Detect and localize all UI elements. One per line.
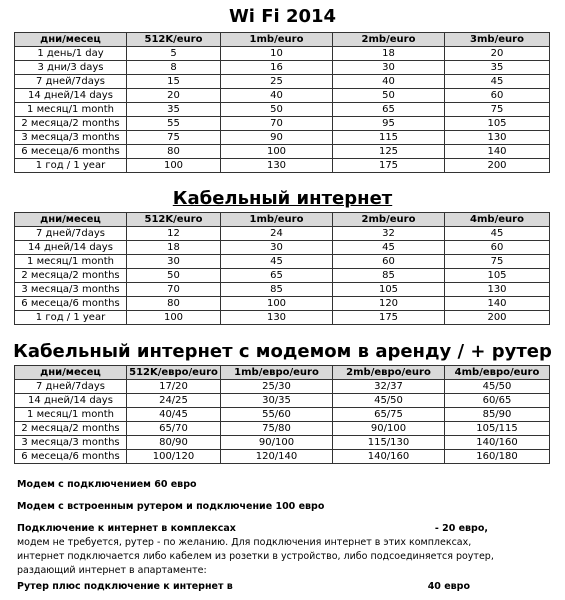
price-cell: 45/50 [333,394,445,408]
price-cell: 55 [127,117,221,131]
table-row [15,117,550,131]
period-cell: 2 месяца/2 months [15,269,127,283]
price-cell: 130 [221,311,333,325]
price-cell: 70 [127,283,221,297]
price-cell: 60 [333,255,445,269]
wifi-price-table [14,32,550,173]
period-cell: 3 месяца/3 months [15,436,127,450]
price-cell: 65 [333,103,445,117]
price-cell: 18 [127,241,221,255]
period-cell: 1 месяц/1 month [15,408,127,422]
note-complex-line2: модем не требуется, рутер - по желанию. Для подключения интернет в этих комплексах, [17,537,472,548]
column-header: 512K/евро/euro [127,366,221,380]
price-cell: 85 [221,283,333,297]
wifi-title: Wi Fi 2014 [228,6,337,27]
price-cell: 32/37 [333,380,445,394]
note-router-label: Рутер плюс подключение к интернет в [17,581,233,592]
period-cell: 14 дней/14 days [15,241,127,255]
table-row [15,241,550,255]
table-row [15,89,550,103]
cable-modem-price-table [14,365,550,464]
price-cell: 30 [333,61,445,75]
price-cell: 55/60 [221,408,333,422]
price-cell: 100 [127,311,221,325]
price-cell: 25 [221,75,333,89]
price-cell: 60 [445,89,550,103]
price-cell: 120/140 [221,450,333,464]
price-cell: 32 [333,227,445,241]
table-row [15,311,550,325]
table-row [15,283,550,297]
period-cell: 2 месяца/2 months [15,117,127,131]
column-header: 2mb/euro [333,213,445,227]
table-row [15,103,550,117]
price-cell: 30 [127,255,221,269]
period-cell: 3 дни/3 days [15,61,127,75]
price-cell: 45 [333,241,445,255]
price-cell: 105 [445,269,550,283]
period-cell: 2 месяца/2 months [15,422,127,436]
price-cell: 45 [445,75,550,89]
price-cell: 60 [445,241,550,255]
price-cell: 90/100 [221,436,333,450]
price-cell: 18 [333,47,445,61]
price-cell: 10 [221,47,333,61]
price-cell: 125 [333,145,445,159]
price-cell: 24/25 [127,394,221,408]
price-cell: 140 [445,297,550,311]
price-cell: 25/30 [221,380,333,394]
price-cell: 75 [127,131,221,145]
price-cell: 75/80 [221,422,333,436]
price-cell: 105 [445,117,550,131]
price-cell: 40 [221,89,333,103]
price-cell: 130 [445,131,550,145]
price-cell: 70 [221,117,333,131]
notes-block [17,478,552,594]
price-cell: 80/90 [127,436,221,450]
price-cell: 12 [127,227,221,241]
price-cell: 50 [127,269,221,283]
note-complex-row [17,522,552,536]
price-cell: 200 [445,159,550,173]
period-cell: 6 месеца/6 months [15,450,127,464]
column-header: 1mb/евро/euro [221,366,333,380]
table-row [15,394,550,408]
period-cell: 14 дней/14 days [15,394,127,408]
column-header: 2mb/euro [333,33,445,47]
table-row [15,450,550,464]
table-row [15,255,550,269]
period-cell: 3 месяца/3 months [15,283,127,297]
table-row [15,47,550,61]
table-row [15,297,550,311]
table-row [15,422,550,436]
cable-title: Кабельный интернет [172,188,393,209]
price-cell: 45 [445,227,550,241]
price-cell: 5 [127,47,221,61]
note-router-row [17,580,552,594]
price-cell: 20 [445,47,550,61]
price-cell: 35 [127,103,221,117]
price-cell: 40 [333,75,445,89]
price-cell: 115 [333,131,445,145]
price-cell: 100 [221,145,333,159]
period-cell: 1 месяц/1 month [15,103,127,117]
price-cell: 90 [221,131,333,145]
period-cell: 7 дней/7days [15,75,127,89]
price-cell: 140/160 [445,436,550,450]
price-cell: 50 [221,103,333,117]
note-complex-line4: раздающий интернет в апартаменте: [17,565,207,576]
column-header: дни/месец [15,366,127,380]
note-modem-connection: Модем с подключением 60 евро [17,479,197,490]
column-header: 1mb/euro [221,213,333,227]
table-row [15,380,550,394]
price-cell: 75 [445,255,550,269]
table-header-row [15,33,550,47]
table-header-row [15,213,550,227]
price-cell: 200 [445,311,550,325]
price-cell: 65/75 [333,408,445,422]
price-cell: 80 [127,145,221,159]
period-cell: 14 дней/14 days [15,89,127,103]
price-cell: 95 [333,117,445,131]
price-cell: 100 [127,159,221,173]
price-cell: 24 [221,227,333,241]
price-cell: 15 [127,75,221,89]
price-cell: 130 [221,159,333,173]
column-header: 4mb/euro [445,213,550,227]
table-row [15,159,550,173]
price-cell: 80 [127,297,221,311]
price-cell: 30/35 [221,394,333,408]
column-header: дни/месец [15,33,127,47]
table-row [15,61,550,75]
note-modem-router: Модем с встроенным рутером и подключение 100 евро [17,501,325,512]
column-header: 512K/euro [127,33,221,47]
period-cell: 6 месеца/6 months [15,297,127,311]
price-cell: 45/50 [445,380,550,394]
price-cell: 65 [221,269,333,283]
table-row [15,408,550,422]
column-header: 4mb/евро/euro [445,366,550,380]
price-cell: 90/100 [333,422,445,436]
note-complex-line3: интернет подключается либо кабелем из розетки в устройство, либо подсоединяется роутер, [17,551,494,562]
price-cell: 130 [445,283,550,297]
note-complex-label: Подключение к интернет в комплексах [17,523,236,534]
price-cell: 20 [127,89,221,103]
price-cell: 75 [445,103,550,117]
price-cell: 8 [127,61,221,75]
price-cell: 175 [333,159,445,173]
period-cell: 1 год / 1 year [15,311,127,325]
table-row [15,227,550,241]
period-cell: 1 день/1 day [15,47,127,61]
column-header: 3mb/euro [445,33,550,47]
price-cell: 45 [221,255,333,269]
price-cell: 120 [333,297,445,311]
column-header: дни/месец [15,213,127,227]
column-header: 512K/euro [127,213,221,227]
price-cell: 100 [221,297,333,311]
price-cell: 105/115 [445,422,550,436]
price-cell: 115/130 [333,436,445,450]
price-cell: 85/90 [445,408,550,422]
column-header: 2mb/евро/euro [333,366,445,380]
column-header: 1mb/euro [221,33,333,47]
price-cell: 100/120 [127,450,221,464]
price-cell: 175 [333,311,445,325]
price-cell: 105 [333,283,445,297]
cable-modem-title: Кабельный интернет с модемом в аренду / + рутер [13,341,552,362]
period-cell: 7 дней/7days [15,227,127,241]
table-row [15,75,550,89]
period-cell: 3 месяца/3 months [15,131,127,145]
price-cell: 16 [221,61,333,75]
price-cell: 85 [333,269,445,283]
price-cell: 140 [445,145,550,159]
cable-price-table [14,212,550,325]
price-cell: 17/20 [127,380,221,394]
note-complex-price: - 20 евро, [434,523,488,534]
price-cell: 160/180 [445,450,550,464]
price-cell: 140/160 [333,450,445,464]
price-cell: 35 [445,61,550,75]
price-cell: 65/70 [127,422,221,436]
price-cell: 30 [221,241,333,255]
table-row [15,131,550,145]
table-row [15,269,550,283]
note-router-price: 40 евро [427,581,470,592]
table-row [15,436,550,450]
period-cell: 6 месеца/6 months [15,145,127,159]
table-header-row [15,366,550,380]
period-cell: 1 год / 1 year [15,159,127,173]
price-cell: 40/45 [127,408,221,422]
table-row [15,145,550,159]
period-cell: 1 месяц/1 month [15,255,127,269]
price-cell: 60/65 [445,394,550,408]
price-cell: 50 [333,89,445,103]
period-cell: 7 дней/7days [15,380,127,394]
